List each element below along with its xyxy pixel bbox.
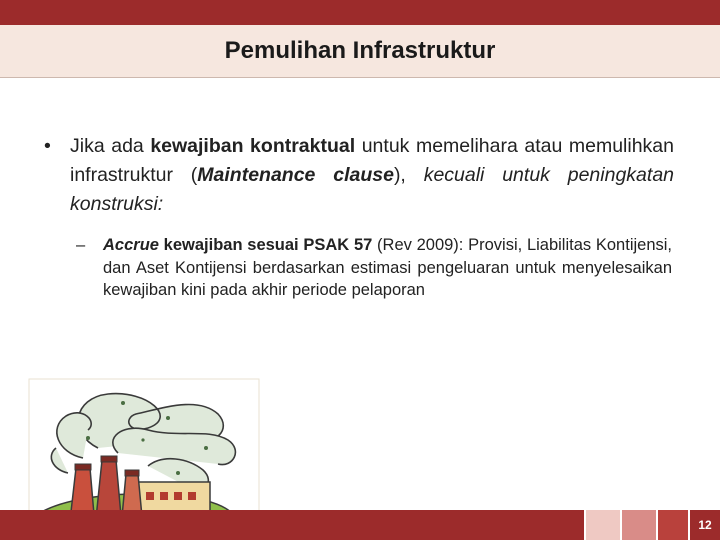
- text-run-italic: kecuali untuk peningkatan konstruksi:: [70, 164, 675, 215]
- text-run-bold: kewajiban sesuai PSAK 57: [158, 236, 373, 254]
- footer-accent: [0, 510, 584, 540]
- text-run-bold-italic: Maintenance clause: [197, 164, 394, 186]
- footer-strip-dark: [658, 510, 688, 540]
- page-number: 12: [690, 510, 720, 540]
- text-run: untuk memelihara atau memulihkan infrastruktur (: [70, 135, 674, 186]
- slide-title: Pemulihan Infrastruktur: [224, 37, 496, 64]
- sub-bullet-marker: –: [76, 236, 86, 254]
- text-run: ),: [393, 164, 424, 186]
- bullet-sub-text: [103, 234, 672, 302]
- text-run: (Rev 2009): Provisi, Liabilitas Kontijensi, dan Aset Kontijensi berdasarkan estimasi pengeluaran untuk menyelesaikan kewajiban kini pada akhir periode pelaporan: [103, 236, 672, 299]
- text-run: Jika ada: [70, 135, 151, 157]
- footer-bar: [0, 510, 720, 540]
- bullet-main: [44, 132, 674, 219]
- bullet-main-text: [70, 132, 674, 219]
- bullet-sub: [76, 234, 672, 302]
- text-run-bold-italic: Accrue: [103, 236, 159, 254]
- text-run-bold: kewajiban kontraktual: [150, 135, 356, 157]
- footer-strip-mid: [622, 510, 656, 540]
- footer-strip-light: [586, 510, 620, 540]
- bullet-marker: •: [44, 135, 51, 157]
